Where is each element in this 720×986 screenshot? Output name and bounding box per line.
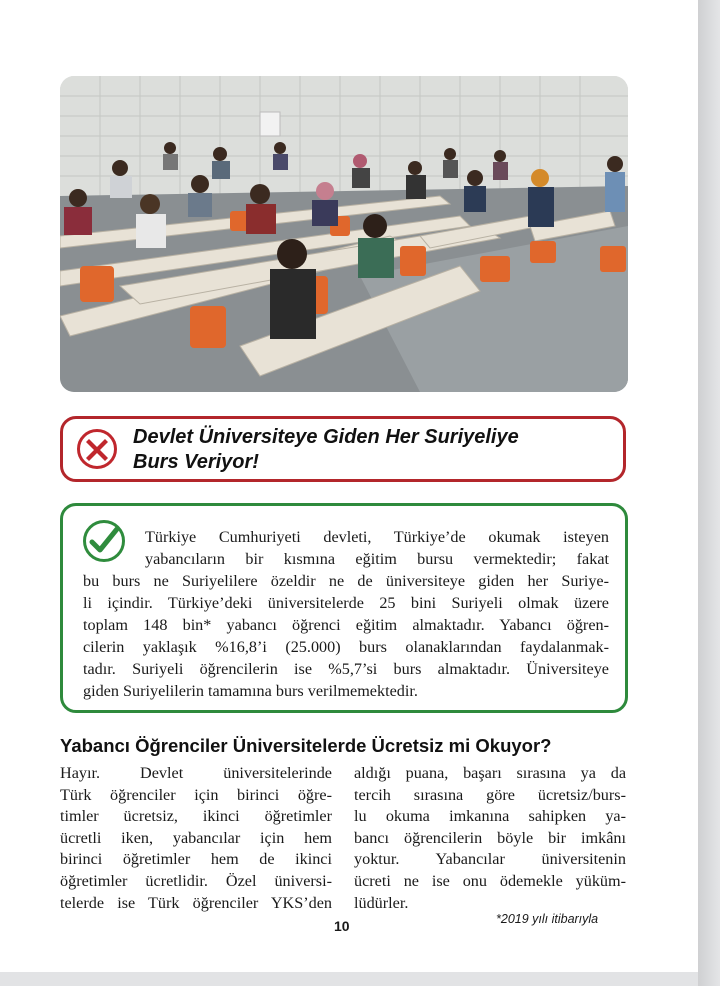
right-column-line: lüdürler.	[354, 893, 409, 912]
page-number: 10	[334, 918, 350, 934]
fact-line: giden Suriyelilerin tamamına burs verilmemektedir.	[83, 682, 418, 700]
section-heading: Yabancı Öğrenciler Üniversitelerde Ücretsiz mi Okuyor?	[60, 735, 552, 756]
left-column-line: timler ücretsiz, ikinci öğretimler	[60, 807, 332, 826]
x-circle-icon	[77, 429, 117, 469]
fact-line: li içindir. Türkiye’deki üniversitelerde 25 bini Suriyeli olmak üzere	[83, 594, 609, 612]
fact-line: tadır. Suriyeli öğrencilerin ise %5,7’si burs almaktadır. Üniversiteye	[83, 660, 609, 678]
fact-paragraph	[83, 526, 609, 702]
myth-box	[60, 416, 626, 482]
left-column-line: Türk öğrenciler için birinci öğre-	[60, 785, 332, 804]
exam-hall-photo	[60, 76, 628, 392]
right-column-line: lu okuma imkanına sahipken ya-	[354, 807, 626, 826]
fact-line: Türkiye Cumhuriyeti devleti, Türkiye’de okumak isteyen	[145, 528, 609, 546]
right-column-line: aldığı puana, başarı sırasına ya da	[354, 764, 626, 782]
fact-line: cilerin yaklaşık %16,8’i (25.000) burs olanaklarından faydalanmak-	[83, 638, 609, 656]
fact-line: bu burs ne Suriyelilere özeldir ne de üniversiteye giden her Suriye-	[83, 572, 609, 590]
fact-line: yabancıların bir kısmına eğitim bursu vermektedir; fakat	[145, 550, 609, 568]
fact-box	[60, 503, 628, 713]
left-column	[60, 763, 332, 914]
myth-title	[133, 425, 603, 475]
left-column-line: telerde ise Türk öğrenciler YKS’den	[60, 893, 332, 912]
right-column-line: tercih sırasına göre ücretsiz/burs-	[354, 785, 626, 804]
footnote: *2019 yılı itibarıyla	[496, 912, 599, 926]
fact-line: toplam 148 bin* yabancı öğrenci eğitim almaktadır. Yabancı öğren-	[83, 616, 609, 634]
right-column-line: yoktur. Yabancılar üniversitenin	[354, 850, 626, 869]
page-edge-bottom	[0, 972, 698, 986]
left-column-line: birinci öğretimler hem de ikinci	[60, 850, 332, 869]
left-column-line: öğretimler ücretlidir. Özel üniversi-	[60, 871, 332, 890]
myth-title-line2: Burs Veriyor!	[133, 451, 259, 473]
left-column-line: ücretli iken, yabancılar için hem	[60, 828, 332, 847]
page-edge-right	[698, 0, 720, 986]
right-column-line: bancı öğrencilerin böyle bir imkânı	[354, 828, 626, 847]
right-column-line: ücreti ne ise onu ödemekle yüküm-	[354, 871, 626, 890]
right-column	[354, 763, 626, 914]
myth-title-line1: Devlet Üniversiteye Giden Her Suriyeliye	[133, 426, 519, 448]
left-column-line: Hayır. Devlet üniversitelerinde	[60, 764, 332, 782]
